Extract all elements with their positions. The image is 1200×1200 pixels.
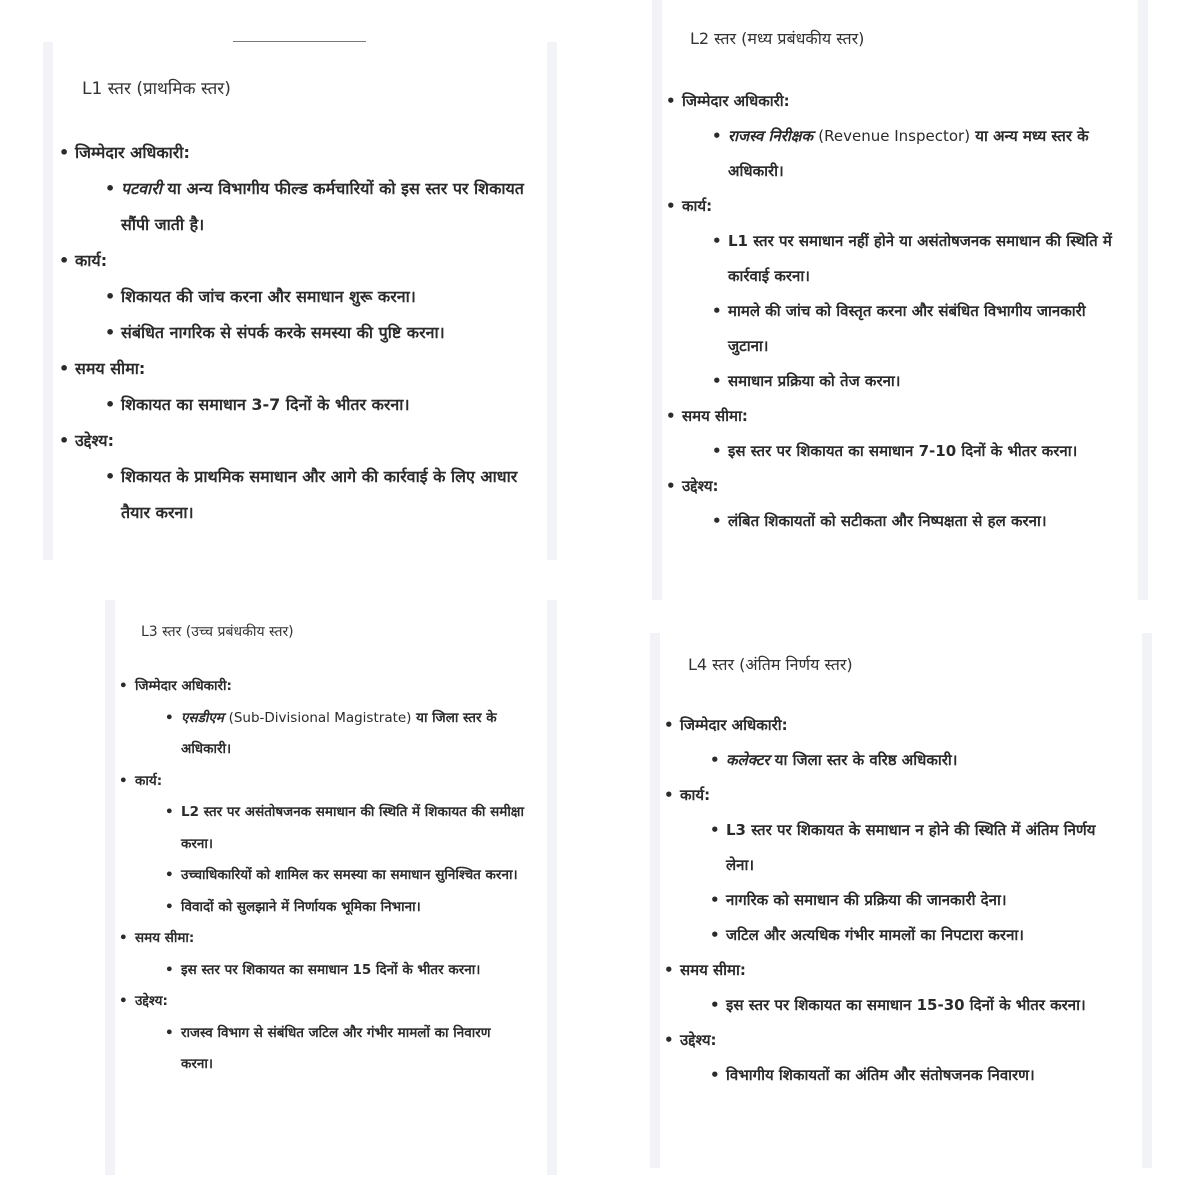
officer-english-name: (Revenue Inspector) <box>818 127 971 145</box>
time-section <box>666 399 1120 469</box>
list-item: • शिकायत की जांच करना और समाधान शुरू करना। <box>105 279 527 315</box>
section-list <box>59 135 527 531</box>
list-item: • जटिल और अत्यधिक गंभीर मामलों का निपटारा करना। <box>710 918 1124 953</box>
panel-title: L4 स्तर (अंतिम निर्णय स्तर) <box>688 655 853 674</box>
section-label: • कार्य: <box>135 772 163 789</box>
list-item <box>712 119 1120 189</box>
officer-name: एसडीएम <box>181 709 224 726</box>
list-item: • संबंधित नागरिक से संपर्क करके समस्या की पुष्टि करना। <box>105 315 527 351</box>
list-item: • शिकायत का समाधान 3-7 दिनों के भीतर करना। <box>105 387 527 423</box>
list-item: • L1 स्तर पर समाधान नहीं होने या असंतोषजनक समाधान की स्थिति में कार्रवाई करना। <box>712 224 1120 294</box>
section-label: • समय सीमा: <box>135 930 195 946</box>
panel-title: L2 स्तर (मध्य प्रबंधकीय स्तर) <box>690 29 865 48</box>
time-section <box>664 953 1124 1023</box>
item-text: या अन्य विभागीय फील्ड कर्मचारियों को इस स्तर पर शिकायत सौंपी जाती है। <box>121 179 524 234</box>
responsible-section <box>666 84 1120 189</box>
work-section <box>664 778 1124 953</box>
panel-title: L3 स्तर (उच्च प्रबंधकीय स्तर) <box>141 624 294 640</box>
officer-english-name: (Sub-Divisional Magistrate) <box>228 709 412 726</box>
section-label: • समय सीमा: <box>75 359 146 378</box>
list-item: • मामले की जांच को विस्तृत करना और संबंधित विभागीय जानकारी जुटाना। <box>712 294 1120 364</box>
purpose-section <box>666 469 1120 539</box>
section-label: • उद्देश्य: <box>682 477 719 495</box>
section-label: • उद्देश्य: <box>680 1031 717 1049</box>
time-section <box>59 351 527 423</box>
list-item: • इस स्तर पर शिकायत का समाधान 15-30 दिनों के भीतर करना। <box>710 988 1124 1023</box>
list-item <box>710 743 1124 778</box>
list-item: • इस स्तर पर शिकायत का समाधान 7-10 दिनों के भीतर करना। <box>712 434 1120 469</box>
section-label: • उद्देश्य: <box>135 993 168 1009</box>
item-text: या जिला स्तर के वरिष्ठ अधिकारी। <box>769 751 958 769</box>
purpose-section <box>119 986 525 1081</box>
work-section <box>59 243 527 351</box>
section-label: • उद्देश्य: <box>75 431 114 450</box>
panel-l3 <box>105 600 557 1175</box>
work-section <box>119 766 525 924</box>
section-list <box>119 671 525 1081</box>
list-item: • विभागीय शिकायतों का अंतिम और संतोषजनक निवारण। <box>710 1058 1124 1093</box>
section-list <box>664 708 1124 1093</box>
section-list <box>666 84 1120 539</box>
section-label: • कार्य: <box>682 197 713 215</box>
list-item: • लंबित शिकायतों को सटीकता और निष्पक्षता से हल करना। <box>712 504 1120 539</box>
list-item: • शिकायत के प्राथमिक समाधान और आगे की कार्रवाई के लिए आधार तैयार करना। <box>105 459 527 531</box>
section-label: • कार्य: <box>75 251 108 270</box>
officer-name: राजस्व निरीक्षक <box>728 127 814 145</box>
purpose-section <box>59 423 527 531</box>
section-label: • समय सीमा: <box>682 407 748 425</box>
item-text: या अन्य मध्य स्तर के अधिकारी। <box>728 127 1089 180</box>
section-label: • जिम्मेदार अधिकारी: <box>75 143 190 162</box>
panel-l2 <box>652 0 1148 600</box>
list-item: • समाधान प्रक्रिया को तेज करना। <box>712 364 1120 399</box>
item-text: या जिला स्तर के अधिकारी। <box>181 709 497 757</box>
section-label: • जिम्मेदार अधिकारी: <box>682 92 790 110</box>
responsible-section <box>119 671 525 766</box>
officer-name: कलेक्टर <box>726 751 770 769</box>
officer-name: पटवारी <box>121 179 162 198</box>
responsible-section <box>664 708 1124 778</box>
list-item: • उच्चाधिकारियों को शामिल कर समस्या का समाधान सुनिश्चित करना। <box>165 860 525 892</box>
list-item: • राजस्व विभाग से संबंधित जटिल और गंभीर मामलों का निवारण करना। <box>165 1018 525 1081</box>
list-item <box>105 171 527 243</box>
list-item: • इस स्तर पर शिकायत का समाधान 15 दिनों के भीतर करना। <box>165 955 525 987</box>
panel-l1 <box>43 42 557 560</box>
section-label: • जिम्मेदार अधिकारी: <box>135 678 232 694</box>
time-section <box>119 923 525 986</box>
panel-title: L1 स्तर (प्राथमिक स्तर) <box>82 79 231 99</box>
section-label: • समय सीमा: <box>680 961 746 979</box>
list-item <box>165 703 525 766</box>
responsible-section <box>59 135 527 243</box>
list-item: • L3 स्तर पर शिकायत के समाधान न होने की स्थिति में अंतिम निर्णय लेना। <box>710 813 1124 883</box>
section-label: • कार्य: <box>680 786 711 804</box>
list-item: • नागरिक को समाधान की प्रक्रिया की जानकारी देना। <box>710 883 1124 918</box>
work-section <box>666 189 1120 399</box>
list-item: • L2 स्तर पर असंतोषजनक समाधान की स्थिति में शिकायत की समीक्षा करना। <box>165 797 525 860</box>
panel-l4 <box>650 633 1152 1168</box>
list-item: • विवादों को सुलझाने में निर्णायक भूमिका निभाना। <box>165 892 525 924</box>
purpose-section <box>664 1023 1124 1093</box>
section-label: • जिम्मेदार अधिकारी: <box>680 716 788 734</box>
